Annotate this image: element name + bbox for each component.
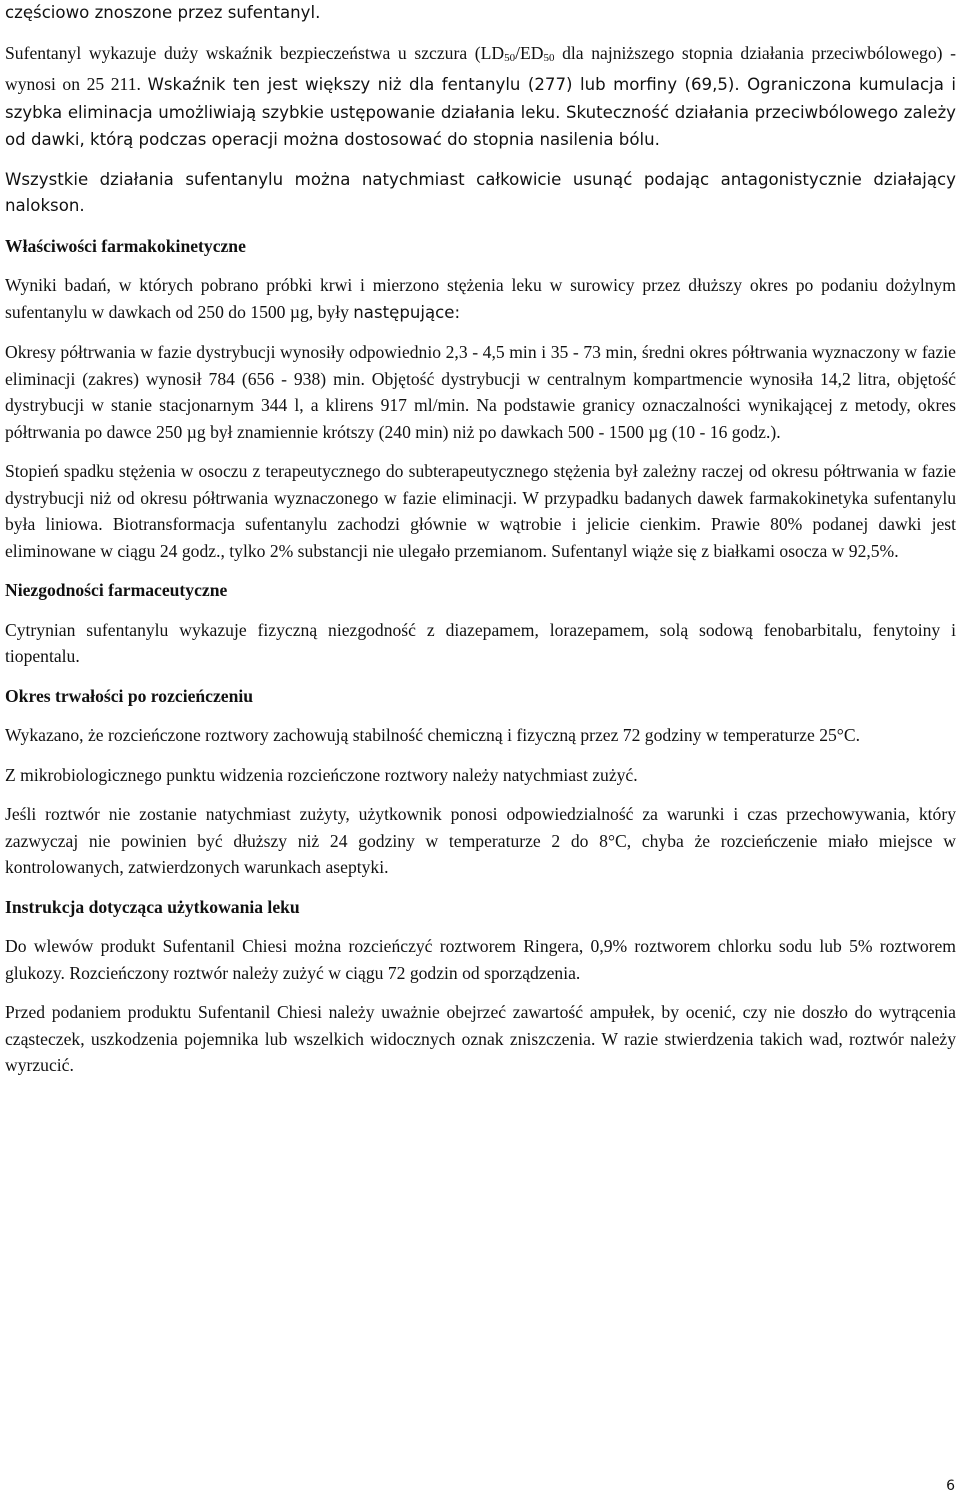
paragraph-incompatibilities: Cytrynian sufentanylu wykazuje fizyczną niezgodność z diazepamem, lorazepamem, solą sodową fenobarbitalu, fenytoiny i tiopentalu. xyxy=(5,619,956,666)
safety-text-1: Sufentanyl wykazuje duży wskaźnik bezpieczeństwa u szczura (LD xyxy=(5,42,505,63)
heading-instructions: Instrukcja dotycząca użytkowania leku xyxy=(5,896,300,917)
ld-subscript: 50 xyxy=(504,51,516,64)
safety-text-3: dla najniższego stopnia działania przeciwbólowego) - wynosi on 25 211. xyxy=(5,42,956,94)
paragraph-inspection: Przed podaniem produktu Sufentanil Chiesi należy uważnie obejrzeć zawartość ampułek, by ocenić, czy nie doszło do wytrącenia cząsteczek, uszkodzenia pojemnika lub wszelkich widocznych oznak zniszczenia. W razie stwierdzenia takich wad, roztwór należy wyrzucić. xyxy=(5,1002,956,1075)
paragraph-half-life: Okresy półtrwania w fazie dystrybucji wynosiły odpowiednio 2,3 - 4,5 min i 35 - 73 min, średni okres półtrwania wyznaczony w fazie eliminacji (zakres) wynosił 784 (656 - 938) min. Objętość dystrybucji w centralnym kompartmencie wynosiła 14,2 litra, objętość dystrybucji w stanie stacjonarnym 344 l, a klirens 917 ml/min. Na podstawie granicy oznaczalności wynikającej z metody, okres półtrwania po dawce 250 µg był znamiennie krótszy (240 min) niż po dawkach 500 - 1500 µg (10 - 16 godz.). xyxy=(5,342,956,442)
paragraph-biotransformation: Stopień spadku stężenia w osoczu z terapeutycznego do subterapeutycznego stężenia był zależny raczej od okresu półtrwania w fazie dystrybucji niż od okresu półtrwania wyznaczonego w fazie eliminacji. W przypadku badanych dawek farmakokinetyka sufentanylu była liniowa. Biotransformacja sufentanylu zachodzi głównie w wątrobie i jelicie cienkim. Prawie 80% podanej dawki jest eliminowane w ciągu 24 godz., tylko 2% substancji nie ulegało przemianom. Sufentanyl wiąże się z białkami osocza w 92,5%. xyxy=(5,461,956,561)
paragraph-safety-index xyxy=(5,40,956,154)
safety-text-4: Wskaźnik ten jest większy niż dla fentanylu (277) lub morfiny (69,5). Ograniczona kumulacja i szybka eliminacja umożliwiają szybkie ustępowanie działania leku. Skuteczność działania przeciwbólowego zależy od dawki, którą podczas operacji można dostosować do stopnia nasilenia bólu. xyxy=(5,75,956,149)
paragraph-blood-samples xyxy=(5,272,956,326)
blood-samples-text: Wyniki badań, w których pobrano próbki krwi i mierzono stężenia leku w surowicy przez dłuższy okres po podaniu dożylnym sufentanylu w dawkach od 250 do 1500 µg, były xyxy=(5,275,956,322)
naloxone-text: Wszystkie działania sufentanylu można natychmiast całkowicie usunąć podając antagonistycznie działający nalokson. xyxy=(5,169,956,215)
paragraph-dilution: Do wlewów produkt Sufentanil Chiesi można rozcieńczyć roztworem Ringera, 0,9% roztworem chlorku sodu lub 5% roztworem glukozy. Rozcieńczony roztwór należy zużyć w ciągu 72 godzin od sporządzenia. xyxy=(5,936,956,983)
paragraph-storage-responsibility: Jeśli roztwór nie zostanie natychmiast zużyty, użytkownik ponosi odpowiedzialność za warunki i czas przechowywania, który zazwyczaj nie powinien być dłuższy niż 24 godziny w temperaturze 2 do 8°C, chyba że rozcieńczenie miało miejsce w kontrolowanych, zatwierdzonych warunkach aseptyki. xyxy=(5,804,956,877)
safety-text-2: /ED xyxy=(515,42,544,63)
continuation-text: częściowo znoszone przez sufentanyl. xyxy=(5,3,321,22)
paragraph-microbiology: Z mikrobiologicznego punktu widzenia rozcieńczone roztwory należy natychmiast zużyć. xyxy=(5,764,638,785)
paragraph-stability: Wykazano, że rozcieńczone roztwory zachowują stabilność chemiczną i fizyczną przez 72 godziny w temperaturze 25°C. xyxy=(5,725,860,745)
blood-samples-tail: następujące: xyxy=(353,302,461,322)
ed-subscript: 50 xyxy=(543,51,555,64)
heading-shelf-life: Okres trwałości po rozcieńczeniu xyxy=(5,685,254,706)
paragraph-naloxone xyxy=(5,167,956,220)
page-number: 6 xyxy=(946,1478,955,1494)
paragraph-continuation xyxy=(5,0,956,27)
document-page xyxy=(5,0,956,1092)
heading-pharmacokinetics: Właściwości farmakokinetyczne xyxy=(5,235,246,256)
heading-incompatibilities: Niezgodności farmaceutyczne xyxy=(5,580,228,600)
